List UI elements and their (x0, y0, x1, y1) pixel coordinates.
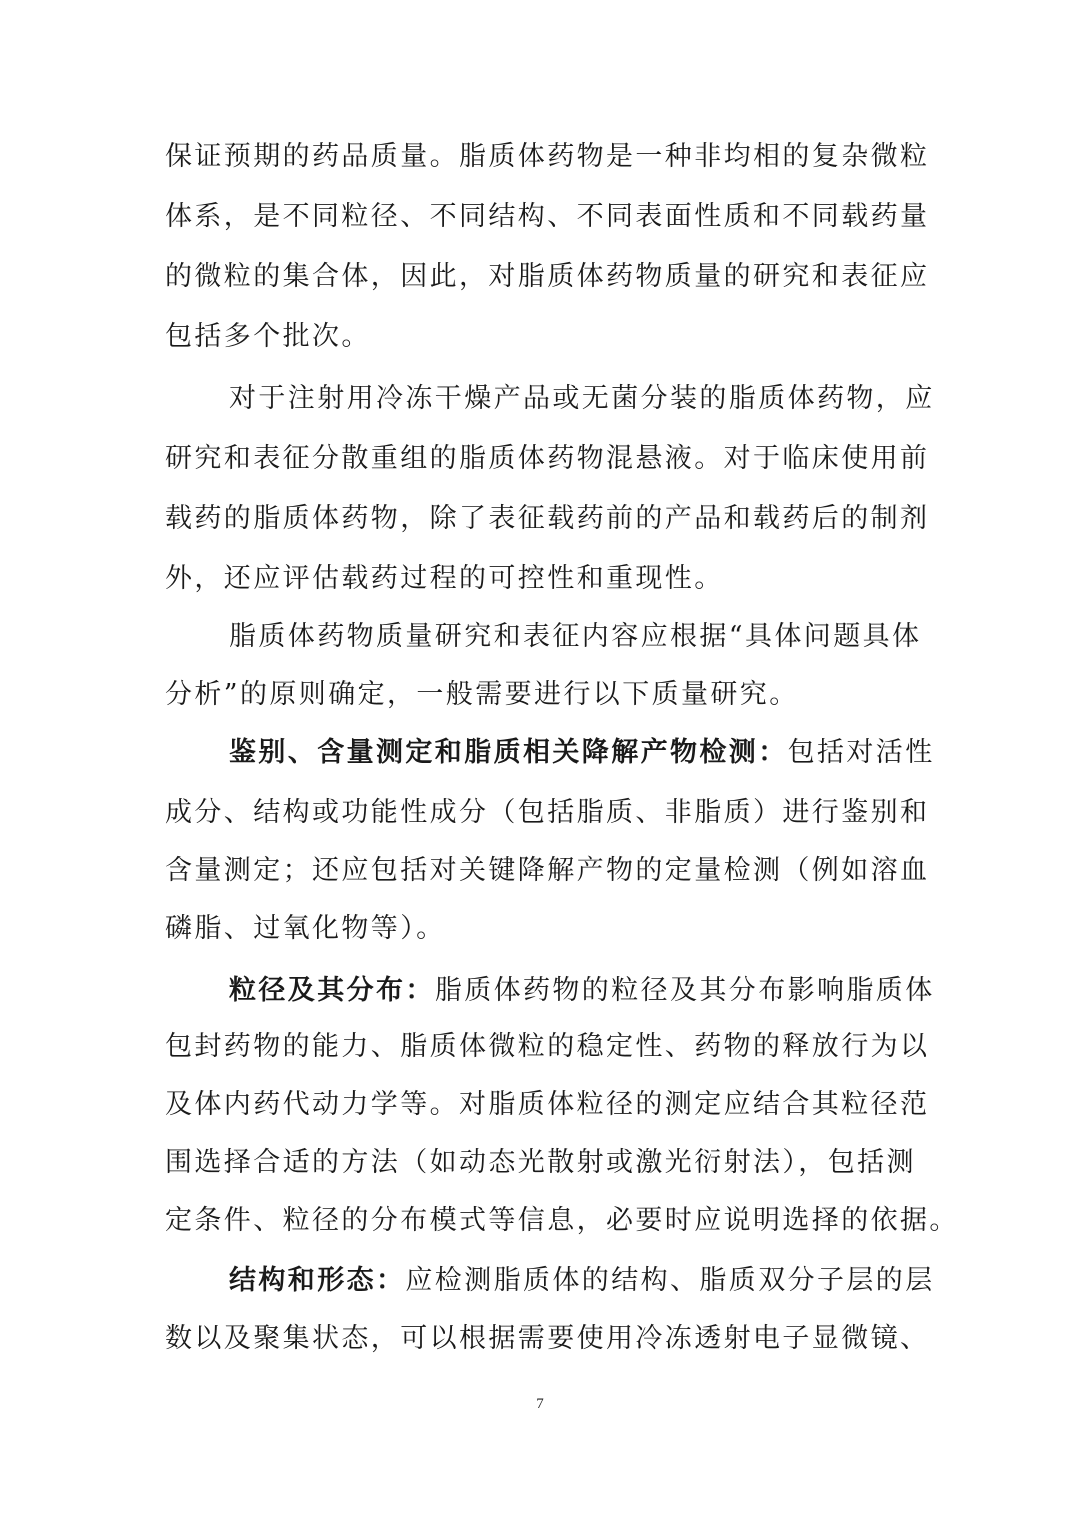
text-line: 脂质体药物质量研究和表征内容应根据“具体问题具体 (229, 621, 922, 652)
text-line: 体系，是不同粒径、不同结构、不同表面性质和不同载药量 (165, 201, 930, 232)
text-line: 包封药物的能力、脂质体微粒的稳定性、药物的释放行为以 (165, 1031, 930, 1062)
page-number: 7 (536, 1396, 544, 1412)
section-heading: 粒径及其分布： (229, 975, 435, 1006)
text-line: 的微粒的集合体，因此，对脂质体药物质量的研究和表征应 (165, 261, 930, 292)
text-line: 磷脂、过氧化物等）。 (165, 913, 446, 944)
text-run: 包括对活性 (787, 737, 935, 768)
text-run: 脂质体药物的粒径及其分布影响脂质体 (434, 975, 935, 1006)
text-line: 研究和表征分散重组的脂质体药物混悬液。对于临床使用前 (165, 443, 930, 474)
text-line: 数以及聚集状态，可以根据需要使用冷冻透射电子显微镜、 (165, 1323, 930, 1354)
text-line (229, 971, 935, 1011)
text-line: 及体内药代动力学等。对脂质体粒径的测定应结合其粒径范 (165, 1089, 930, 1120)
text-line: 成分、结构或功能性成分（包括脂质、非脂质）进行鉴别和 (165, 797, 930, 828)
text-line: 含量测定；还应包括对关键降解产物的定量检测（例如溶血 (165, 855, 930, 886)
text-run: 应检测脂质体的结构、脂质双分子层的层 (405, 1265, 935, 1296)
text-line: 保证预期的药品质量。脂质体药物是一种非均相的复杂微粒 (165, 141, 930, 172)
text-line: 分析”的原则确定，一般需要进行以下质量研究。 (165, 679, 799, 710)
text-line: 定条件、粒径的分布模式等信息，必要时应说明选择的依据。 (165, 1205, 959, 1236)
text-line: 外，还应评估载药过程的可控性和重现性。 (165, 563, 724, 594)
text-line: 对于注射用冷冻干燥产品或无菌分装的脂质体药物，应 (229, 383, 935, 414)
text-line: 围选择合适的方法（如动态光散射或激光衍射法），包括测 (165, 1147, 916, 1178)
text-line (229, 733, 935, 773)
text-line: 包括多个批次。 (165, 321, 371, 352)
section-heading: 结构和形态： (229, 1265, 406, 1296)
section-heading: 鉴别、含量测定和脂质相关降解产物检测： (229, 737, 788, 768)
text-line: 载药的脂质体药物，除了表征载药前的产品和载药后的制剂 (165, 503, 930, 534)
text-line (229, 1261, 935, 1301)
